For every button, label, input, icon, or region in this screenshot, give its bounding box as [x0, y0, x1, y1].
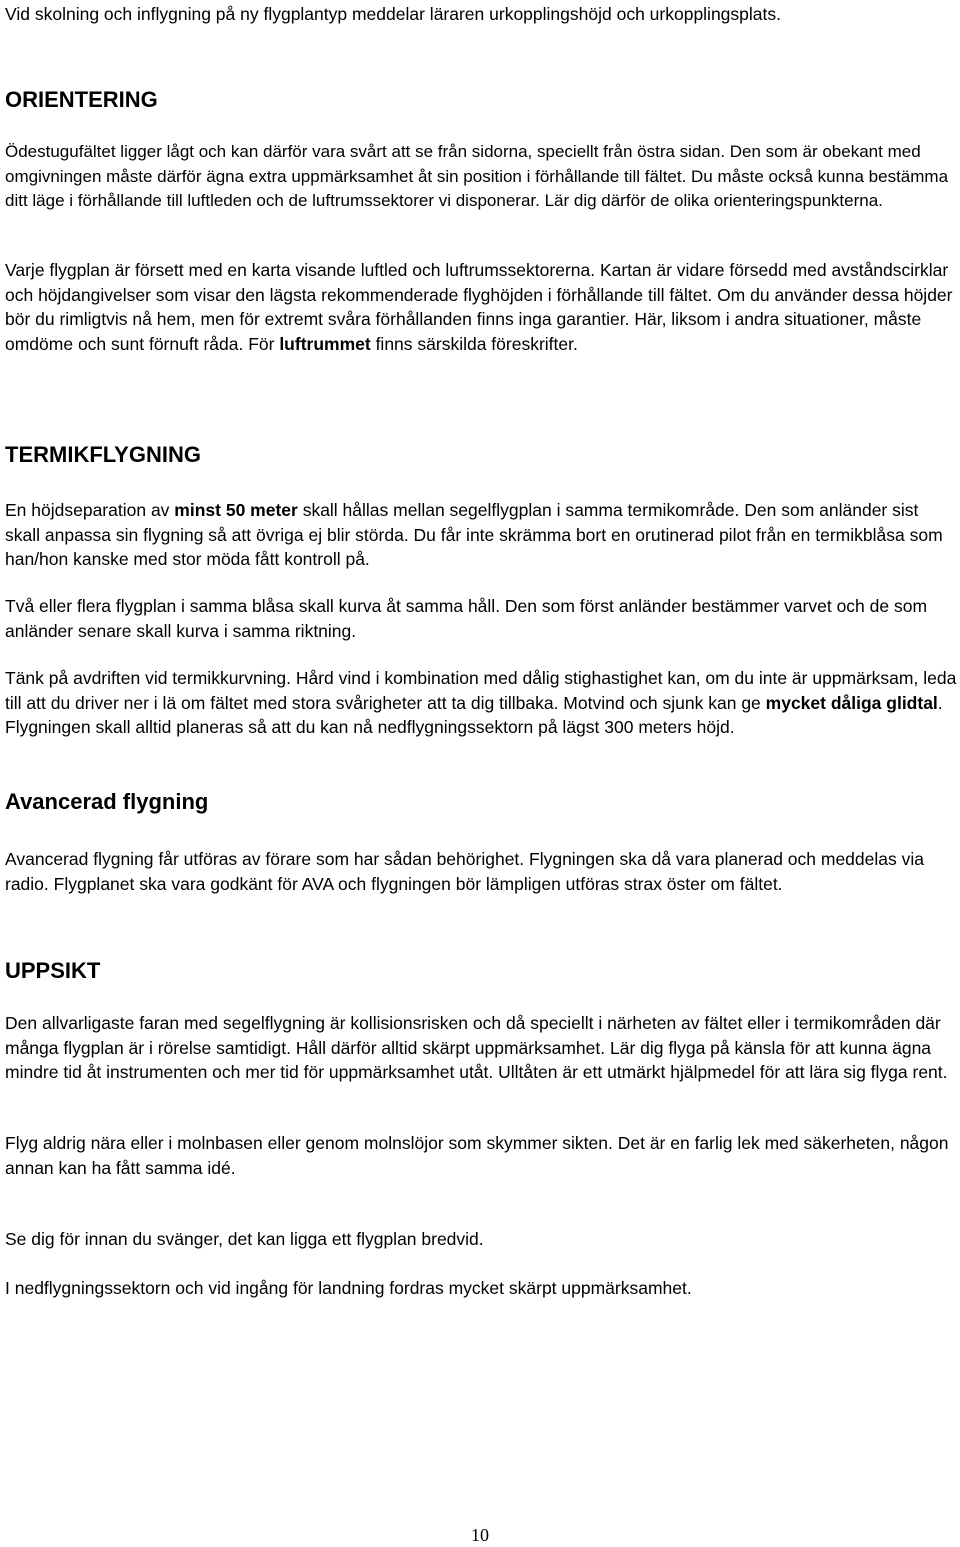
uppsikt-paragraph-1: Den allvarligaste faran med segelflygning är kollisionsrisken och då speciellt i närheten av fältet eller i termikområden där många flygplan är i rörelse samtidigt. Håll därför alltid skärpt uppmärksamhet. Lär dig flyga på känsla för att kunna ägna mindre tid åt instrumenten och mer tid för uppmärksamhet utåt. Ulltåten är ett utmärkt hjälpmedel för att lära sig flyga rent.: [5, 1013, 948, 1083]
termik-paragraph-2: Två eller flera flygplan i samma blåsa skall kurva åt samma håll. Den som först anländer bestämmer varvet och de som anländer senare skall kurva i samma riktning.: [5, 596, 928, 641]
uppsikt-paragraph-3: Se dig för innan du svänger, det kan ligga ett flygplan bredvid.: [5, 1229, 484, 1249]
heading-orientering: ORIENTERING: [5, 87, 158, 112]
page-number: 10: [471, 1525, 489, 1545]
heading-uppsikt: UPPSIKT: [5, 958, 101, 983]
termik-p3-text-b: . Flygningen skall alltid planeras så att du kan nå nedflygningssektorn på lägst 300 meters höjd.: [5, 692, 943, 738]
heading-termikflygning: TERMIKFLYGNING: [5, 442, 201, 467]
orientering-p2-text-b: finns särskilda föreskrifter.: [370, 333, 578, 354]
uppsikt-paragraph-4: I nedflygningssektorn och vid ingång för landning fordras mycket skärpt uppmärksamhet.: [5, 1278, 692, 1298]
orientering-paragraph-2: [5, 258, 957, 356]
avancerad-paragraph-1: Avancerad flygning får utföras av förare som har sådan behörighet. Flygningen ska då vara planerad och meddelas via radio. Flygplanet ska vara godkänt för AVA och flygningen bör lämpligen utföras strax öster om fältet.: [5, 849, 924, 894]
termik-p1-text-a: En höjdseparation av: [5, 500, 175, 520]
heading-avancerad-flygning: Avancerad flygning: [5, 789, 209, 814]
termik-p1-bold: minst 50 meter: [174, 500, 298, 520]
orientering-paragraph-1: Ödestugufältet ligger lågt och kan därför vara svårt att se från sidorna, speciellt från östra sidan. Den som är obekant med omgivningen måste därför ägna extra uppmärksamhet åt sin position i förhållande till fältet. Du måste också kunna bestämma ditt läge i förhållande till luftleden och de luftrumssektorer vi disponerar. Lär dig därför de olika orienteringspunkterna.: [5, 142, 949, 211]
orientering-p2-text-a: Varje flygplan är försett med en karta visande luftled och luftrumssektorerna. Kartan är vidare försedd med avståndscirklar och höjdangivelser som visar den lägsta rekommenderade flyghöjden i förhållande till fältet. Om du använder dessa höjder bör du rimligtvis nå hem, men för extremt svåra förhållanden finns inga garantier. Här, liksom i andra situationer, måste omdöme och sunt förnuft råda. För: [5, 260, 953, 354]
termik-paragraph-1: [5, 498, 957, 572]
uppsikt-paragraph-2: Flyg aldrig nära eller i molnbasen eller genom molnslöjor som skymmer sikten. Det är en farlig lek med säkerheten, någon annan kan ha fått samma idé.: [5, 1133, 949, 1178]
lead-paragraph: Vid skolning och inflygning på ny flygplantyp meddelar läraren urkopplingshöjd och urkopplingsplats.: [5, 4, 781, 24]
termik-p3-text-a: Tänk på avdriften vid termikkurvning. Hård vind i kombination med dålig stighastighet kan, om du inte är uppmärksam, leda till att du driver ner i lä om fältet med stora svårigheter att ta dig tillbaka. Motvind och sjunk kan ge: [5, 668, 957, 713]
termik-paragraph-3: [5, 666, 957, 740]
orientering-p2-bold: luftrummet: [279, 333, 371, 354]
termik-p3-bold: mycket dåliga glidtal: [765, 692, 938, 713]
termik-p1-text-b: skall hållas mellan segelflygplan i samma termikområde. Den som anländer sist skall anpassa sin flygning så att övriga ej blir störda. Du får inte skrämma bort en orutinerad pilot från en termikblåsa som han/hon kanske med stor möda fått kontroll på.: [5, 500, 943, 570]
